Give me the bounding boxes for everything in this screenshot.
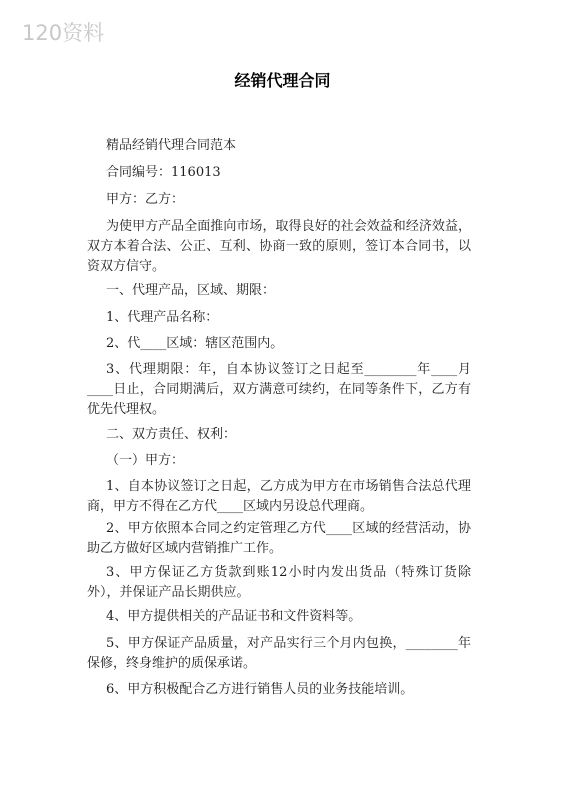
clause-1-3: 3、代理期限：年，自本协议签订之日起至________年____月____日止，合同期满后，双方满意可续约，在同等条件下，乙方有优先代理权。 xyxy=(87,362,471,417)
clause-2-1: 1、自本协议签订之日起，乙方成为甲方在市场销售合法总代理商，甲方不得在乙方代____区域内另设总代理商。 xyxy=(87,479,471,514)
watermark: 120资料 xyxy=(22,21,105,45)
contract-number: 合同编号：116013 xyxy=(106,165,221,180)
clause-2-3: 3、甲方保证乙方货款到账12小时内发出货品（特殊订货除外），并保证产品长期供应。 xyxy=(87,565,471,600)
clause-2-6: 6、甲方积极配合乙方进行销售人员的业务技能培训。 xyxy=(106,682,414,697)
preamble-paragraph: 为使甲方产品全面推向市场，取得良好的社会效益和经济效益，双方本着合法、公正、互利、协商一致的原则，签订本合同书，以资双方信守。 xyxy=(87,219,471,274)
subsection-party-a: （一）甲方： xyxy=(106,453,185,468)
clause-2-2: 2、甲方依照本合同之约定管理乙方代____区域的经营活动，协助乙方做好区域内营销推广工作。 xyxy=(87,521,471,556)
document-title: 经销代理合同 xyxy=(234,71,331,90)
parties-line: 甲方：乙方： xyxy=(106,192,185,207)
subtitle-paragraph: 精品经销代理合同范本 xyxy=(106,138,237,153)
clause-1-2: 2、代____区域：辖区范围内。 xyxy=(106,336,284,351)
clause-2-5: 5、甲方保证产品质量，对产品实行三个月内包换，________年保修，终身维护的质保承诺。 xyxy=(87,636,471,671)
section-heading-1: 一、代理产品，区域、期限： xyxy=(106,283,276,298)
section-heading-2: 二、双方责任、权利： xyxy=(106,427,237,442)
clause-1-1: 1、代理产品名称： xyxy=(106,310,219,325)
clause-2-4: 4、甲方提供相关的产品证书和文件资料等。 xyxy=(106,609,362,624)
